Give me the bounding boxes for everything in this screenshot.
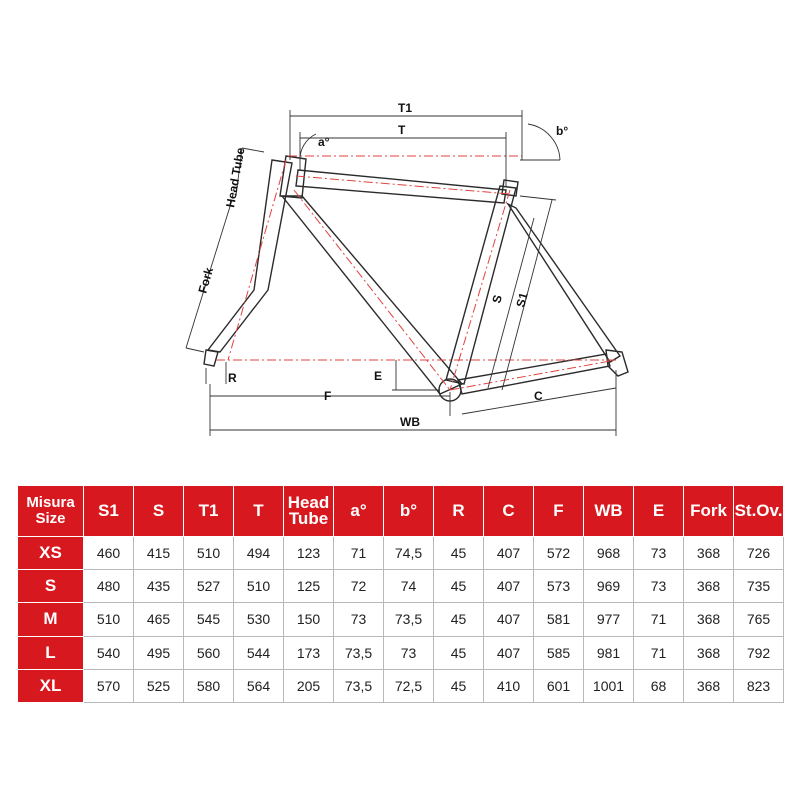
label-S: S <box>489 293 505 305</box>
label-R: R <box>228 371 237 385</box>
label-F: F <box>324 389 332 403</box>
table-cell: 150 <box>284 603 334 636</box>
table-cell: 530 <box>234 603 284 636</box>
table-cell: 74 <box>384 570 434 603</box>
size-cell: XS <box>18 537 84 570</box>
column-header-head-tube <box>284 486 334 537</box>
column-header: E <box>634 486 684 537</box>
table-cell: 45 <box>434 636 484 669</box>
down-tube <box>282 196 462 394</box>
table-cell: 68 <box>634 669 684 702</box>
table-cell: 510 <box>234 570 284 603</box>
table-body <box>18 537 784 703</box>
column-header: S1 <box>84 486 134 537</box>
table-cell: 73,5 <box>384 603 434 636</box>
table-cell: 560 <box>184 636 234 669</box>
label-C: C <box>534 389 543 403</box>
column-header: Fork <box>684 486 734 537</box>
table-cell: 977 <box>584 603 634 636</box>
table-cell: 570 <box>84 669 134 702</box>
table-cell: 73,5 <box>334 669 384 702</box>
table-cell: 73 <box>384 636 434 669</box>
table-cell: 407 <box>484 603 534 636</box>
label-WB: WB <box>400 415 420 429</box>
table-cell: 527 <box>184 570 234 603</box>
label-b: b° <box>556 124 569 138</box>
table-cell: 525 <box>134 669 184 702</box>
table-cell: 510 <box>184 537 234 570</box>
table-cell: 73 <box>634 537 684 570</box>
size-header-line1: Misura <box>26 494 75 511</box>
column-header: T1 <box>184 486 234 537</box>
table-cell: 368 <box>684 603 734 636</box>
column-header: F <box>534 486 584 537</box>
table-cell: 969 <box>584 570 634 603</box>
table-cell: 368 <box>684 570 734 603</box>
table-row <box>18 669 784 702</box>
bike-frame <box>204 156 628 401</box>
table-cell: 585 <box>534 636 584 669</box>
dimension-lines <box>186 110 616 436</box>
column-header: b° <box>384 486 434 537</box>
table-cell: 494 <box>234 537 284 570</box>
column-header: S <box>134 486 184 537</box>
column-header: WB <box>584 486 634 537</box>
table-cell: 45 <box>434 669 484 702</box>
table-cell: 968 <box>584 537 634 570</box>
table-cell: 205 <box>284 669 334 702</box>
table-cell: 480 <box>84 570 134 603</box>
label-a: a° <box>318 135 330 149</box>
table-cell: 510 <box>84 603 134 636</box>
table-cell: 45 <box>434 537 484 570</box>
size-cell: M <box>18 603 84 636</box>
table-cell: 540 <box>84 636 134 669</box>
table-cell: 564 <box>234 669 284 702</box>
table-cell: 407 <box>484 636 534 669</box>
table-cell: 72,5 <box>384 669 434 702</box>
dimension-labels <box>195 101 568 429</box>
label-T1: T1 <box>398 101 413 115</box>
label-T: T <box>398 123 406 137</box>
table-cell: 45 <box>434 570 484 603</box>
table-cell: 735 <box>734 570 784 603</box>
table-cell: 726 <box>734 537 784 570</box>
head-tube-header-line2: Tube <box>288 509 329 528</box>
table-cell: 823 <box>734 669 784 702</box>
table-cell: 125 <box>284 570 334 603</box>
fork-blade <box>208 160 292 352</box>
fork-dropout <box>204 350 218 366</box>
label-fork: Fork <box>195 265 217 295</box>
table-cell: 123 <box>284 537 334 570</box>
column-header: R <box>434 486 484 537</box>
label-head-tube: Head Tube <box>223 146 248 209</box>
geometry-table <box>17 485 784 703</box>
table-cell: 581 <box>534 603 584 636</box>
head-tube-header-line1: Head <box>287 493 330 512</box>
table-cell: 981 <box>584 636 634 669</box>
table-cell: 544 <box>234 636 284 669</box>
table-cell: 73 <box>634 570 684 603</box>
table-row <box>18 537 784 570</box>
table-cell: 74,5 <box>384 537 434 570</box>
table-cell: 410 <box>484 669 534 702</box>
column-header: St.Ov. <box>734 486 784 537</box>
table-cell: 545 <box>184 603 234 636</box>
column-header: a° <box>334 486 384 537</box>
table-cell: 368 <box>684 669 734 702</box>
table-cell: 435 <box>134 570 184 603</box>
table-row <box>18 636 784 669</box>
size-column-header <box>18 486 84 537</box>
table-cell: 572 <box>534 537 584 570</box>
table-cell: 173 <box>284 636 334 669</box>
column-header: C <box>484 486 534 537</box>
table-cell: 465 <box>134 603 184 636</box>
column-header: T <box>234 486 284 537</box>
label-E: E <box>374 369 383 383</box>
seat-tube <box>446 186 516 384</box>
table-row <box>18 603 784 636</box>
size-cell: L <box>18 636 84 669</box>
size-header-line2: Size <box>35 510 66 527</box>
table-cell: 573 <box>534 570 584 603</box>
size-cell: XL <box>18 669 84 702</box>
table-header-row <box>18 486 784 537</box>
label-S1: S1 <box>513 290 531 309</box>
centerlines <box>216 156 616 390</box>
table-cell: 368 <box>684 537 734 570</box>
table-row <box>18 570 784 603</box>
table-cell: 407 <box>484 570 534 603</box>
table-cell: 580 <box>184 669 234 702</box>
table-cell: 415 <box>134 537 184 570</box>
seat-stay <box>508 204 620 362</box>
table-cell: 407 <box>484 537 534 570</box>
table-cell: 1001 <box>584 669 634 702</box>
size-cell: S <box>18 570 84 603</box>
table-cell: 73,5 <box>334 636 384 669</box>
table-cell: 368 <box>684 636 734 669</box>
table-cell: 72 <box>334 570 384 603</box>
table-cell: 71 <box>634 603 684 636</box>
table-cell: 460 <box>84 537 134 570</box>
table-cell: 73 <box>334 603 384 636</box>
top-tube <box>296 170 506 203</box>
table-cell: 71 <box>634 636 684 669</box>
table-cell: 71 <box>334 537 384 570</box>
table-cell: 765 <box>734 603 784 636</box>
table-cell: 601 <box>534 669 584 702</box>
table-cell: 792 <box>734 636 784 669</box>
table-cell: 45 <box>434 603 484 636</box>
table-cell: 495 <box>134 636 184 669</box>
